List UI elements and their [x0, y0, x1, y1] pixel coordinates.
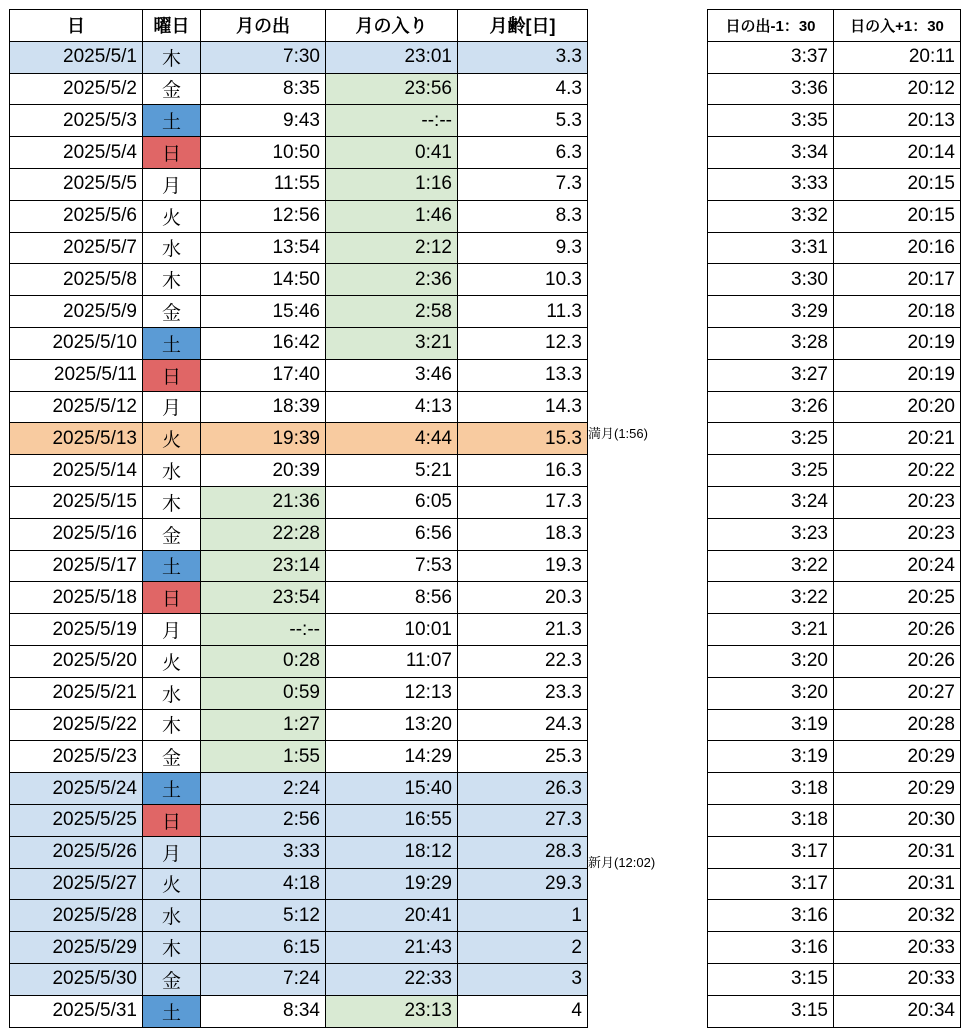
- sunrise-cell: 3:28: [708, 327, 834, 359]
- moonrise-cell: 4:18: [201, 868, 326, 900]
- moonset-cell: 10:01: [326, 614, 458, 646]
- sunrise-cell: 3:23: [708, 518, 834, 550]
- table-row: [708, 932, 961, 964]
- sunrise-cell: 3:25: [708, 455, 834, 487]
- moonrise-cell: 0:28: [201, 645, 326, 677]
- sunrise-cell: 3:29: [708, 296, 834, 328]
- sunrise-cell: 3:36: [708, 73, 834, 105]
- weekday-cell: 日: [143, 137, 201, 169]
- sunrise-cell: 3:17: [708, 836, 834, 868]
- date-cell: 2025/5/29: [10, 932, 143, 964]
- moonset-cell: 6:56: [326, 518, 458, 550]
- date-cell: 2025/5/12: [10, 391, 143, 423]
- table-row: [708, 804, 961, 836]
- weekday-cell: 木: [143, 486, 201, 518]
- weekday-cell: 水: [143, 900, 201, 932]
- table-row: [708, 232, 961, 264]
- moon-table: [9, 9, 588, 1028]
- moon-age-cell: 8.3: [458, 200, 588, 232]
- moonset-cell: 11:07: [326, 645, 458, 677]
- header-moon-age: 月齢[日]: [458, 10, 588, 42]
- moon-age-cell: 4: [458, 995, 588, 1027]
- moonrise-cell: 12:56: [201, 200, 326, 232]
- moonrise-cell: 8:34: [201, 995, 326, 1027]
- weekday-cell: 火: [143, 868, 201, 900]
- table-row: [10, 550, 588, 582]
- sunset-cell: 20:31: [834, 868, 961, 900]
- moonset-cell: 7:53: [326, 550, 458, 582]
- table-row: [10, 804, 588, 836]
- moonrise-cell: 2:24: [201, 773, 326, 805]
- moon-age-cell: 3.3: [458, 41, 588, 73]
- table-row: [708, 550, 961, 582]
- sunrise-cell: 3:30: [708, 264, 834, 296]
- header-sunrise-minus: 日の出-1：30: [708, 10, 834, 42]
- moonset-cell: 20:41: [326, 900, 458, 932]
- moon-age-cell: 28.3: [458, 836, 588, 868]
- table-row: [708, 836, 961, 868]
- table-row: [10, 709, 588, 741]
- moon-age-cell: 15.3: [458, 423, 588, 455]
- table-row: [708, 327, 961, 359]
- table-row: [708, 868, 961, 900]
- moon-table-header: [10, 10, 588, 42]
- weekday-cell: 土: [143, 995, 201, 1027]
- table-row: [708, 677, 961, 709]
- moonset-cell: 8:56: [326, 582, 458, 614]
- moonset-cell: 3:46: [326, 359, 458, 391]
- moonrise-cell: 1:27: [201, 709, 326, 741]
- table-row: [708, 518, 961, 550]
- date-cell: 2025/5/18: [10, 582, 143, 614]
- header-date: 日: [10, 10, 143, 42]
- moon-age-cell: 7.3: [458, 168, 588, 200]
- moonrise-cell: 23:54: [201, 582, 326, 614]
- moonrise-cell: 21:36: [201, 486, 326, 518]
- date-cell: 2025/5/21: [10, 677, 143, 709]
- moonset-cell: 2:12: [326, 232, 458, 264]
- moonrise-cell: 0:59: [201, 677, 326, 709]
- weekday-cell: 火: [143, 423, 201, 455]
- moonrise-cell: 7:30: [201, 41, 326, 73]
- sunset-cell: 20:23: [834, 518, 961, 550]
- moon-age-cell: 2: [458, 932, 588, 964]
- sunrise-cell: 3:35: [708, 105, 834, 137]
- table-row: [708, 455, 961, 487]
- sunset-cell: 20:26: [834, 645, 961, 677]
- date-cell: 2025/5/4: [10, 137, 143, 169]
- table-row: [708, 900, 961, 932]
- table-row: [708, 645, 961, 677]
- sunrise-cell: 3:18: [708, 773, 834, 805]
- sunset-cell: 20:25: [834, 582, 961, 614]
- sunrise-cell: 3:18: [708, 804, 834, 836]
- full-moon-note: 満月(1:56): [588, 426, 648, 441]
- weekday-cell: 月: [143, 836, 201, 868]
- moon-age-cell: 1: [458, 900, 588, 932]
- date-cell: 2025/5/5: [10, 168, 143, 200]
- table-row: [708, 773, 961, 805]
- weekday-cell: 月: [143, 168, 201, 200]
- moonset-cell: 15:40: [326, 773, 458, 805]
- table-row: [10, 137, 588, 169]
- moonset-cell: 13:20: [326, 709, 458, 741]
- table-row: [10, 645, 588, 677]
- table-row: [708, 709, 961, 741]
- sunrise-cell: 3:37: [708, 41, 834, 73]
- sunset-cell: 20:33: [834, 932, 961, 964]
- weekday-cell: 金: [143, 518, 201, 550]
- sunrise-cell: 3:17: [708, 868, 834, 900]
- sunset-cell: 20:33: [834, 963, 961, 995]
- new-moon-note: 新月(12:02): [588, 855, 656, 870]
- sunset-cell: 20:15: [834, 200, 961, 232]
- table-row: [10, 455, 588, 487]
- date-cell: 2025/5/23: [10, 741, 143, 773]
- moonrise-cell: 14:50: [201, 264, 326, 296]
- table-row: [708, 614, 961, 646]
- sunrise-cell: 3:15: [708, 963, 834, 995]
- table-row: [10, 677, 588, 709]
- date-cell: 2025/5/9: [10, 296, 143, 328]
- sunrise-cell: 3:21: [708, 614, 834, 646]
- moon-age-cell: 4.3: [458, 73, 588, 105]
- date-cell: 2025/5/1: [10, 41, 143, 73]
- date-cell: 2025/5/28: [10, 900, 143, 932]
- table-row: [10, 423, 588, 455]
- moonrise-cell: 19:39: [201, 423, 326, 455]
- moon-age-cell: 6.3: [458, 137, 588, 169]
- weekday-cell: 日: [143, 582, 201, 614]
- table-row: [708, 582, 961, 614]
- weekday-cell: 日: [143, 359, 201, 391]
- date-cell: 2025/5/8: [10, 264, 143, 296]
- table-row: [10, 41, 588, 73]
- weekday-cell: 木: [143, 709, 201, 741]
- moonset-cell: 4:44: [326, 423, 458, 455]
- moonset-cell: 2:58: [326, 296, 458, 328]
- table-row: [708, 264, 961, 296]
- table-row: [708, 137, 961, 169]
- table-row: [10, 73, 588, 105]
- weekday-cell: 金: [143, 73, 201, 105]
- moonrise-cell: 7:24: [201, 963, 326, 995]
- sunset-cell: 20:21: [834, 423, 961, 455]
- moon-age-cell: 19.3: [458, 550, 588, 582]
- moonrise-cell: 22:28: [201, 518, 326, 550]
- sunset-cell: 20:11: [834, 41, 961, 73]
- date-cell: 2025/5/31: [10, 995, 143, 1027]
- weekday-cell: 土: [143, 550, 201, 582]
- sun-table-header: [708, 10, 961, 42]
- moonset-cell: 19:29: [326, 868, 458, 900]
- moon-age-cell: 16.3: [458, 455, 588, 487]
- sunset-cell: 20:30: [834, 804, 961, 836]
- sunset-cell: 20:23: [834, 486, 961, 518]
- weekday-cell: 水: [143, 677, 201, 709]
- moonrise-cell: 23:14: [201, 550, 326, 582]
- moon-age-cell: 22.3: [458, 645, 588, 677]
- moon-age-cell: 25.3: [458, 741, 588, 773]
- sunrise-cell: 3:25: [708, 423, 834, 455]
- sunset-cell: 20:20: [834, 391, 961, 423]
- moonrise-cell: 15:46: [201, 296, 326, 328]
- moon-age-cell: 9.3: [458, 232, 588, 264]
- table-row: [708, 741, 961, 773]
- weekday-cell: 土: [143, 327, 201, 359]
- date-cell: 2025/5/3: [10, 105, 143, 137]
- moon-age-cell: 18.3: [458, 518, 588, 550]
- table-row: [10, 359, 588, 391]
- moonrise-cell: 5:12: [201, 900, 326, 932]
- table-row: [10, 963, 588, 995]
- table-row: [10, 232, 588, 264]
- date-cell: 2025/5/19: [10, 614, 143, 646]
- table-row: [10, 486, 588, 518]
- sunset-cell: 20:19: [834, 359, 961, 391]
- moonset-cell: 5:21: [326, 455, 458, 487]
- weekday-cell: 土: [143, 105, 201, 137]
- table-row: [10, 200, 588, 232]
- date-cell: 2025/5/24: [10, 773, 143, 805]
- table-row: [10, 327, 588, 359]
- moonset-cell: 0:41: [326, 137, 458, 169]
- moonset-cell: 21:43: [326, 932, 458, 964]
- moon-age-cell: 13.3: [458, 359, 588, 391]
- weekday-cell: 水: [143, 455, 201, 487]
- sunrise-cell: 3:32: [708, 200, 834, 232]
- date-cell: 2025/5/30: [10, 963, 143, 995]
- sunset-cell: 20:13: [834, 105, 961, 137]
- weekday-cell: 日: [143, 804, 201, 836]
- sunset-cell: 20:27: [834, 677, 961, 709]
- moonrise-cell: 10:50: [201, 137, 326, 169]
- table-row: [708, 73, 961, 105]
- moon-age-cell: 10.3: [458, 264, 588, 296]
- sunset-cell: 20:16: [834, 232, 961, 264]
- table-row: [10, 105, 588, 137]
- moonset-cell: --:--: [326, 105, 458, 137]
- date-cell: 2025/5/20: [10, 645, 143, 677]
- moonset-cell: 2:36: [326, 264, 458, 296]
- table-row: [10, 264, 588, 296]
- sunset-cell: 20:19: [834, 327, 961, 359]
- sunrise-cell: 3:27: [708, 359, 834, 391]
- moonrise-cell: --:--: [201, 614, 326, 646]
- date-cell: 2025/5/2: [10, 73, 143, 105]
- moonrise-cell: 2:56: [201, 804, 326, 836]
- moonrise-cell: 3:33: [201, 836, 326, 868]
- moonset-cell: 23:56: [326, 73, 458, 105]
- table-row: [708, 963, 961, 995]
- table-row: [708, 423, 961, 455]
- date-cell: 2025/5/7: [10, 232, 143, 264]
- sunrise-cell: 3:20: [708, 645, 834, 677]
- table-row: [10, 868, 588, 900]
- sunrise-cell: 3:22: [708, 550, 834, 582]
- moon-age-cell: 3: [458, 963, 588, 995]
- table-row: [708, 105, 961, 137]
- table-row: [10, 614, 588, 646]
- moon-age-cell: 24.3: [458, 709, 588, 741]
- moonset-cell: 4:13: [326, 391, 458, 423]
- sunset-cell: 20:17: [834, 264, 961, 296]
- moon-age-cell: 26.3: [458, 773, 588, 805]
- sunset-cell: 20:14: [834, 137, 961, 169]
- moonrise-cell: 1:55: [201, 741, 326, 773]
- sun-table: [707, 9, 961, 1028]
- header-moonset: 月の入り: [326, 10, 458, 42]
- weekday-cell: 金: [143, 296, 201, 328]
- sunset-cell: 20:31: [834, 836, 961, 868]
- header-moonrise: 月の出: [201, 10, 326, 42]
- moonset-cell: 12:13: [326, 677, 458, 709]
- moonset-cell: 3:21: [326, 327, 458, 359]
- moonrise-cell: 6:15: [201, 932, 326, 964]
- moonrise-cell: 9:43: [201, 105, 326, 137]
- moonset-cell: 23:13: [326, 995, 458, 1027]
- moon-age-cell: 29.3: [458, 868, 588, 900]
- moonrise-cell: 13:54: [201, 232, 326, 264]
- table-row: [10, 773, 588, 805]
- table-row: [10, 900, 588, 932]
- sunset-cell: 20:34: [834, 995, 961, 1027]
- weekday-cell: 月: [143, 614, 201, 646]
- table-row: [10, 932, 588, 964]
- date-cell: 2025/5/14: [10, 455, 143, 487]
- moon-age-cell: 14.3: [458, 391, 588, 423]
- weekday-cell: 金: [143, 741, 201, 773]
- weekday-cell: 木: [143, 932, 201, 964]
- sunset-cell: 20:12: [834, 73, 961, 105]
- date-cell: 2025/5/11: [10, 359, 143, 391]
- date-cell: 2025/5/6: [10, 200, 143, 232]
- sunset-cell: 20:18: [834, 296, 961, 328]
- moonrise-cell: 11:55: [201, 168, 326, 200]
- weekday-cell: 月: [143, 391, 201, 423]
- sunset-cell: 20:22: [834, 455, 961, 487]
- date-cell: 2025/5/26: [10, 836, 143, 868]
- date-cell: 2025/5/15: [10, 486, 143, 518]
- moonset-cell: 6:05: [326, 486, 458, 518]
- header-weekday: 曜日: [143, 10, 201, 42]
- moon-age-cell: 20.3: [458, 582, 588, 614]
- weekday-cell: 水: [143, 232, 201, 264]
- moon-age-cell: 12.3: [458, 327, 588, 359]
- moonset-cell: 18:12: [326, 836, 458, 868]
- table-row: [10, 168, 588, 200]
- moonset-cell: 16:55: [326, 804, 458, 836]
- moon-age-cell: 21.3: [458, 614, 588, 646]
- sunrise-cell: 3:19: [708, 709, 834, 741]
- date-cell: 2025/5/17: [10, 550, 143, 582]
- sunrise-cell: 3:19: [708, 741, 834, 773]
- sunrise-cell: 3:24: [708, 486, 834, 518]
- sunset-cell: 20:26: [834, 614, 961, 646]
- moonrise-cell: 8:35: [201, 73, 326, 105]
- sunrise-cell: 3:20: [708, 677, 834, 709]
- sunset-cell: 20:28: [834, 709, 961, 741]
- sunset-cell: 20:29: [834, 773, 961, 805]
- weekday-cell: 金: [143, 963, 201, 995]
- moonrise-cell: 17:40: [201, 359, 326, 391]
- sunrise-cell: 3:33: [708, 168, 834, 200]
- table-row: [708, 200, 961, 232]
- date-cell: 2025/5/25: [10, 804, 143, 836]
- moon-age-cell: 23.3: [458, 677, 588, 709]
- sunrise-cell: 3:31: [708, 232, 834, 264]
- date-cell: 2025/5/27: [10, 868, 143, 900]
- moonset-cell: 22:33: [326, 963, 458, 995]
- moon-age-cell: 27.3: [458, 804, 588, 836]
- table-row: [708, 391, 961, 423]
- moon-age-cell: 17.3: [458, 486, 588, 518]
- header-sunset-plus: 日の入+1：30: [834, 10, 961, 42]
- table-row: [10, 582, 588, 614]
- sunrise-cell: 3:16: [708, 932, 834, 964]
- weekday-cell: 火: [143, 645, 201, 677]
- moon-age-cell: 5.3: [458, 105, 588, 137]
- table-row: [708, 359, 961, 391]
- table-row: [708, 486, 961, 518]
- moonset-cell: 23:01: [326, 41, 458, 73]
- sunset-cell: 20:24: [834, 550, 961, 582]
- table-row: [708, 296, 961, 328]
- sunrise-cell: 3:26: [708, 391, 834, 423]
- moonrise-cell: 16:42: [201, 327, 326, 359]
- moonset-cell: 14:29: [326, 741, 458, 773]
- weekday-cell: 木: [143, 41, 201, 73]
- sunrise-cell: 3:22: [708, 582, 834, 614]
- table-row: [10, 518, 588, 550]
- weekday-cell: 木: [143, 264, 201, 296]
- sunrise-cell: 3:16: [708, 900, 834, 932]
- date-cell: 2025/5/13: [10, 423, 143, 455]
- moon-age-cell: 11.3: [458, 296, 588, 328]
- table-row: [708, 168, 961, 200]
- table-row: [10, 741, 588, 773]
- sunset-cell: 20:32: [834, 900, 961, 932]
- table-row: [10, 836, 588, 868]
- table-row: [10, 296, 588, 328]
- sunset-cell: 20:15: [834, 168, 961, 200]
- table-row: [708, 41, 961, 73]
- moonset-cell: 1:46: [326, 200, 458, 232]
- date-cell: 2025/5/10: [10, 327, 143, 359]
- moonset-cell: 1:16: [326, 168, 458, 200]
- date-cell: 2025/5/22: [10, 709, 143, 741]
- sunrise-cell: 3:15: [708, 995, 834, 1027]
- weekday-cell: 火: [143, 200, 201, 232]
- sunset-cell: 20:29: [834, 741, 961, 773]
- weekday-cell: 土: [143, 773, 201, 805]
- sunrise-cell: 3:34: [708, 137, 834, 169]
- date-cell: 2025/5/16: [10, 518, 143, 550]
- table-row: [10, 391, 588, 423]
- moonrise-cell: 18:39: [201, 391, 326, 423]
- moonrise-cell: 20:39: [201, 455, 326, 487]
